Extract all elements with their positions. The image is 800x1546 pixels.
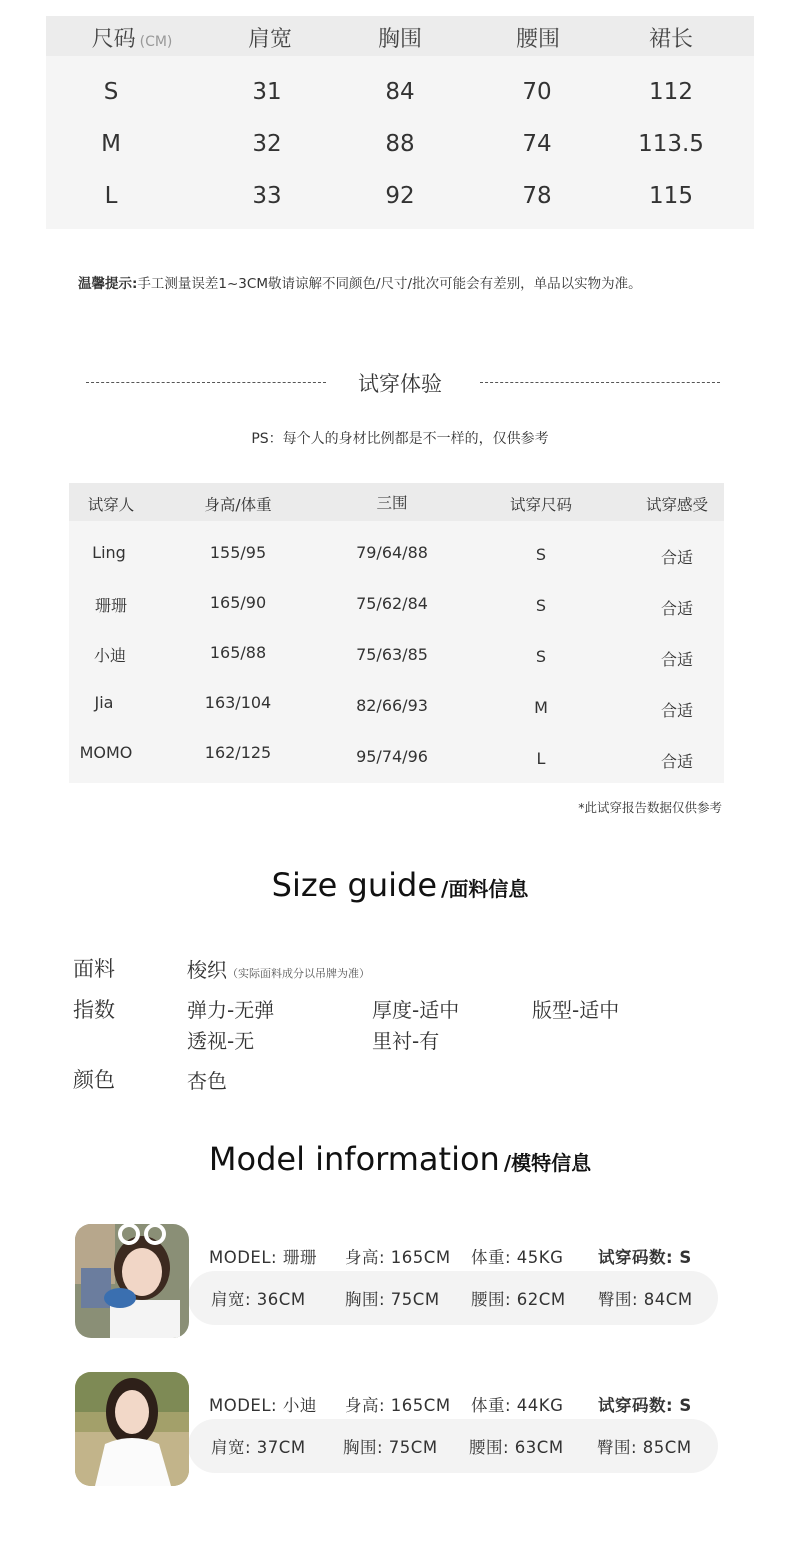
model-info-heading bbox=[0, 1140, 800, 1178]
size-cell: 31 bbox=[252, 79, 282, 105]
tryon-cell: 小迪 bbox=[93, 646, 127, 665]
tryon-cell: Jia bbox=[94, 693, 114, 712]
model-1-photo-image bbox=[75, 1224, 189, 1338]
tryon-ps: PS：每个人的身材比例都是不一样的，仅供参考 bbox=[251, 431, 549, 447]
fabric-value: 梭织（实际面料成分以吊牌为准） bbox=[187, 958, 370, 982]
tryon-cell: 163/104 bbox=[204, 693, 272, 712]
size-cell: S bbox=[103, 79, 119, 105]
index-label: 指数 bbox=[73, 998, 115, 1022]
fabric-label: 面料 bbox=[73, 957, 115, 981]
size-cell: L bbox=[104, 183, 118, 209]
model-2-shoulder: 肩宽: 37CM bbox=[211, 1438, 306, 1457]
tryon-cell: 珊珊 bbox=[94, 596, 128, 615]
tryon-cell: 165/90 bbox=[209, 593, 267, 612]
tryon-header-measurements: 三围 bbox=[376, 494, 408, 512]
model-1-name: MODEL: 珊珊 bbox=[209, 1248, 317, 1267]
size-cell: 33 bbox=[252, 183, 282, 209]
size-guide-heading bbox=[0, 866, 800, 904]
tryon-cell: 合适 bbox=[660, 548, 694, 567]
tryon-table bbox=[69, 483, 724, 783]
measurement-tip bbox=[78, 272, 642, 292]
tryon-cell: L bbox=[536, 749, 546, 768]
size-header-length: 裙长 bbox=[648, 27, 694, 52]
model-1-height: 身高: 165CM bbox=[345, 1248, 451, 1267]
index-thickness: 厚度-适中 bbox=[372, 998, 460, 1022]
tryon-cell: S bbox=[535, 596, 547, 615]
size-guide-title-en: Size guide bbox=[271, 866, 438, 904]
index-fit: 版型-适中 bbox=[532, 998, 620, 1022]
title-divider-right bbox=[480, 382, 720, 383]
model-info-title-en: Model information bbox=[208, 1140, 500, 1178]
size-cell: 84 bbox=[385, 79, 415, 105]
size-cell: 78 bbox=[522, 183, 552, 209]
tryon-cell: 95/74/96 bbox=[356, 747, 428, 766]
size-cell: 113.5 bbox=[638, 131, 704, 157]
size-cell: M bbox=[101, 131, 121, 157]
size-cell: 112 bbox=[649, 79, 693, 105]
tryon-header-size: 试穿尺码 bbox=[509, 496, 573, 514]
tryon-cell: S bbox=[535, 545, 547, 564]
tryon-header-feel: 试穿感受 bbox=[645, 496, 709, 514]
tryon-cell: 合适 bbox=[660, 701, 694, 720]
tryon-cell: 合适 bbox=[660, 599, 694, 618]
model-1-shoulder: 肩宽: 36CM bbox=[211, 1290, 306, 1309]
size-guide-title-cn: /面料信息 bbox=[441, 877, 529, 901]
model-2-tried-size: 试穿码数: S bbox=[598, 1396, 692, 1415]
tryon-header-height-weight: 身高/体重 bbox=[204, 496, 272, 514]
size-header-size: 尺码 (CM) bbox=[91, 27, 173, 52]
fabric-note: （实际面料成分以吊牌为准） bbox=[227, 967, 370, 980]
tryon-cell: Ling bbox=[92, 543, 126, 562]
size-cell: 115 bbox=[649, 183, 693, 209]
model-info-title-cn: /模特信息 bbox=[503, 1151, 592, 1175]
index-elasticity: 弹力-无弹 bbox=[187, 998, 275, 1022]
index-sheerness: 透视-无 bbox=[187, 1029, 255, 1053]
model-2-hip: 臀围: 85CM bbox=[597, 1438, 692, 1457]
tryon-cell: 155/95 bbox=[209, 543, 267, 562]
model-2-weight: 体重: 44KG bbox=[471, 1396, 564, 1415]
tryon-cell: 75/62/84 bbox=[356, 594, 428, 613]
color-label: 颜色 bbox=[73, 1068, 115, 1092]
size-cell: 70 bbox=[522, 79, 552, 105]
tryon-header-person: 试穿人 bbox=[87, 496, 135, 514]
size-header-shoulder: 肩宽 bbox=[247, 27, 293, 52]
tryon-cell: 合适 bbox=[660, 650, 694, 669]
tryon-cell: M bbox=[534, 698, 548, 717]
tryon-cell: 79/64/88 bbox=[356, 543, 428, 562]
tryon-cell: S bbox=[535, 647, 547, 666]
size-header-bust: 胸围 bbox=[377, 27, 423, 52]
model-1-tried-size: 试穿码数: S bbox=[598, 1248, 692, 1267]
model-1-photo bbox=[75, 1224, 189, 1338]
tryon-cell: 75/63/85 bbox=[356, 645, 428, 664]
model-2-photo bbox=[75, 1372, 189, 1486]
tryon-cell: 165/88 bbox=[209, 643, 267, 662]
model-1-bust: 胸围: 75CM bbox=[345, 1290, 440, 1309]
size-cell: 88 bbox=[385, 131, 415, 157]
tryon-cell: 82/66/93 bbox=[356, 696, 428, 715]
size-header-waist: 腰围 bbox=[515, 27, 561, 52]
model-1-waist: 腰围: 62CM bbox=[471, 1290, 566, 1309]
model-2-waist: 腰围: 63CM bbox=[469, 1438, 564, 1457]
size-cell: 74 bbox=[522, 131, 552, 157]
model-2-height: 身高: 165CM bbox=[345, 1396, 451, 1415]
index-lining: 里衬-有 bbox=[372, 1029, 440, 1053]
color-value: 杏色 bbox=[187, 1069, 227, 1093]
model-1-weight: 体重: 45KG bbox=[471, 1248, 564, 1267]
model-2-bust: 胸围: 75CM bbox=[343, 1438, 438, 1457]
tryon-cell: 162/125 bbox=[204, 743, 272, 762]
model-1-hip: 臀围: 84CM bbox=[598, 1290, 693, 1309]
tryon-cell: 合适 bbox=[660, 752, 694, 771]
size-cell: 32 bbox=[252, 131, 282, 157]
model-2-photo-image bbox=[75, 1372, 189, 1486]
tip-text: 手工测量误差1~3CM敬请谅解不同颜色/尺寸/批次可能会有差别，单品以实物为准。 bbox=[137, 276, 642, 292]
tryon-note: *此试穿报告数据仅供参考 bbox=[578, 800, 722, 815]
tryon-title: 试穿体验 bbox=[358, 372, 442, 396]
tryon-cell: MOMO bbox=[79, 743, 133, 762]
size-cell: 92 bbox=[385, 183, 415, 209]
model-2-name: MODEL: 小迪 bbox=[209, 1396, 317, 1415]
tip-label: 温馨提示: bbox=[78, 276, 138, 292]
